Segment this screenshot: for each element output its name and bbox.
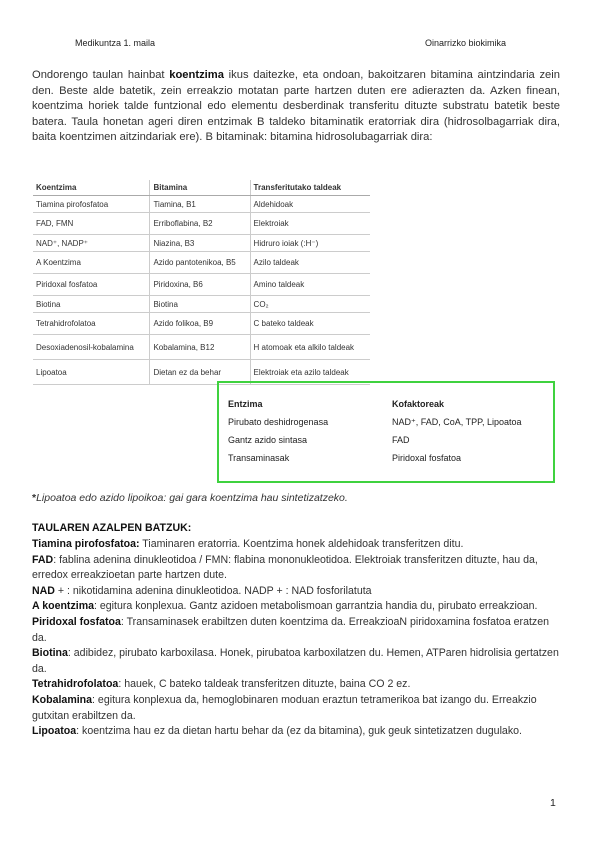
enzyme-name: Pirubato deshidrogenasa (228, 417, 329, 427)
header-subject: Oinarrizko biokimika (425, 38, 507, 48)
table-cell: Biotina (33, 296, 150, 313)
explanation-item (32, 553, 562, 584)
column-header: Transferitutako taldeak (250, 180, 370, 196)
table-row (33, 252, 370, 274)
table-cell: Hidruro ioiak (:H⁻) (250, 235, 370, 252)
term: FAD (32, 553, 54, 566)
definition: : Transaminasek erabiltzen duten koentzima da. ErreakzioaN piridoxamina fosfatoa eratzen da. (32, 615, 549, 644)
cofactor-list: Piridoxal fosfatoa (392, 453, 462, 463)
definition: : adibidez, pirubato karboxilasa. Honek, pirubatoa karboxilatzen du. Hemen, ATParen hidrolisia gertatzen da. (32, 647, 559, 675)
definition: Tiaminaren eratorria. Koentzima honek aldehidoak transferitzen ditu. (139, 538, 464, 550)
table-cell: FAD, FMN (33, 213, 150, 235)
table-cell: Azido pantotenikoa, B5 (150, 252, 250, 274)
term: Lipoatoa (32, 725, 77, 738)
section-title: TAULAREN AZALPEN BATZUK: (32, 522, 192, 534)
definition: : hauek, C bateko taldeak transferitzen dituzte, baina CO 2 ez. (118, 678, 411, 691)
intro-bold-term: koentzima (169, 69, 224, 81)
cofactor-column (392, 395, 521, 467)
explanations (32, 537, 562, 740)
definition: : egitura konplexua da, hemoglobinaren moduan eraztun tetramerikoa bat izango du. Erreakzio gutxitan erabiltzen da. (32, 693, 537, 722)
term: Tiamina pirofosfatoa: (32, 538, 140, 550)
column-header: Bitamina (150, 180, 250, 196)
explanation-item (32, 584, 562, 600)
table-cell: Amino taldeak (250, 274, 370, 296)
table-cell: Azilo taldeak (250, 252, 370, 274)
table-row (33, 335, 370, 360)
note-text: Lipoatoa edo azido lipoikoa: gai gara koentzima hau sintetizatzeko. (36, 492, 348, 504)
term: Biotina (32, 647, 68, 660)
table-row (33, 313, 370, 335)
table-row (33, 213, 370, 235)
note-asterisk: * (32, 492, 37, 504)
cofactor-header: Kofaktoreak (392, 399, 445, 409)
enzyme-header: Entzima (228, 399, 263, 409)
cofactor-list: NAD⁺, FAD, CoA, TPP, Lipoatoa (392, 417, 522, 427)
intro-text-rest: ikus daitezke, eta ondoan, bakoitzaren bitamina aintzindaria zein den. Beste alde batetik, zein erreakzio motatan parte hartzen duten ere adierazten da. Azken finean, koentzima horiek talde funtzional edo elementu desberdinak transferitu dituzte substratu batetik beste batera. Taula honetan ageri diren entzimak B taldeko bitaminatik eratorriak dira (hidrosolbagarriak dira, baita koentzimen aitzindariak ere). B bitaminak: bitamina hidrosolubagarriak dira: (32, 69, 560, 144)
lipoate-note (32, 492, 348, 504)
term: A koentzima (32, 600, 95, 613)
table-cell: Elektroiak eta azilo taldeak (250, 360, 370, 385)
page-number: 1 (550, 797, 556, 809)
explanation-item (32, 693, 562, 724)
enzyme-name: Transaminasak (228, 453, 290, 463)
explanation-item (32, 615, 562, 646)
table-cell: C bateko taldeak (250, 313, 370, 335)
table-cell: Tetrahidrofolatoa (33, 313, 150, 335)
table-row (33, 296, 370, 313)
table-cell: CO₂ (250, 296, 370, 313)
header-course: Medikuntza 1. maila (75, 38, 156, 48)
explanation-item (32, 677, 562, 693)
table-cell: H atomoak eta alkilo taldeak (250, 335, 370, 360)
table-cell: Biotina (150, 296, 250, 313)
intro-paragraph (32, 68, 560, 146)
definition: : koentzima hau ez da dietan hartu behar da (ez da bitamina), guk geuk sintetizatzen dugulako. (76, 725, 522, 738)
table-cell: Aldehidoak (250, 196, 370, 213)
table-cell: Tiamina, B1 (150, 196, 250, 213)
table-cell: Dietan ez da behar (150, 360, 250, 385)
term: Kobalamina (32, 693, 93, 706)
enzyme-cofactor-box (217, 381, 555, 483)
table-cell: Piridoxina, B6 (150, 274, 250, 296)
enzyme-column (228, 395, 328, 467)
table-cell: Lipoatoa (33, 360, 150, 385)
table-row (33, 274, 370, 296)
table-cell: Desoxiadenosil-kobalamina (33, 335, 150, 360)
term: NAD (32, 584, 55, 597)
table-cell: Piridoxal fosfatoa (33, 274, 150, 296)
table-header-row (33, 180, 370, 196)
term: Piridoxal fosfatoa (32, 615, 121, 628)
coenzyme-table (33, 180, 370, 385)
term: Tetrahidrofolatoa (32, 678, 119, 691)
table-cell: Kobalamina, B12 (150, 335, 250, 360)
table-cell: Azido folikoa, B9 (150, 313, 250, 335)
cofactor-list: FAD (392, 435, 410, 445)
table-cell: Erriboflabina, B2 (150, 213, 250, 235)
definition: + : nikotidamina adenina dinukleotidoa. NADP + : NAD fosforilatuta (54, 584, 372, 597)
definition: : fablina adenina dinukleotidoa / FMN: flabina mononukleotidoa. Elektroiak transferitzen dituzte, hau da, erredox erreakzioetan parte hartzen dute. (32, 553, 538, 582)
intro-text-start: Ondorengo taulan hainbat (32, 69, 170, 81)
table-cell: Elektroiak (250, 213, 370, 235)
table-cell: Tiamina pirofosfatoa (33, 196, 150, 213)
table-cell: Niazina, B3 (150, 235, 250, 252)
explanation-item (32, 537, 562, 553)
column-header: Koentzima (33, 180, 150, 196)
enzyme-name: Gantz azido sintasa (228, 435, 308, 445)
table-row (33, 196, 370, 213)
table-cell: A Koentzima (33, 252, 150, 274)
explanation-item (32, 646, 562, 677)
table-cell: NAD⁺, NADP⁺ (33, 235, 150, 252)
table-row (33, 235, 370, 252)
explanation-item (32, 724, 562, 740)
definition: : egitura konplexua. Gantz azidoen metabolismoan garrantzia handia du, pirubato erreakzioan. (94, 600, 538, 613)
explanation-item (32, 599, 562, 615)
